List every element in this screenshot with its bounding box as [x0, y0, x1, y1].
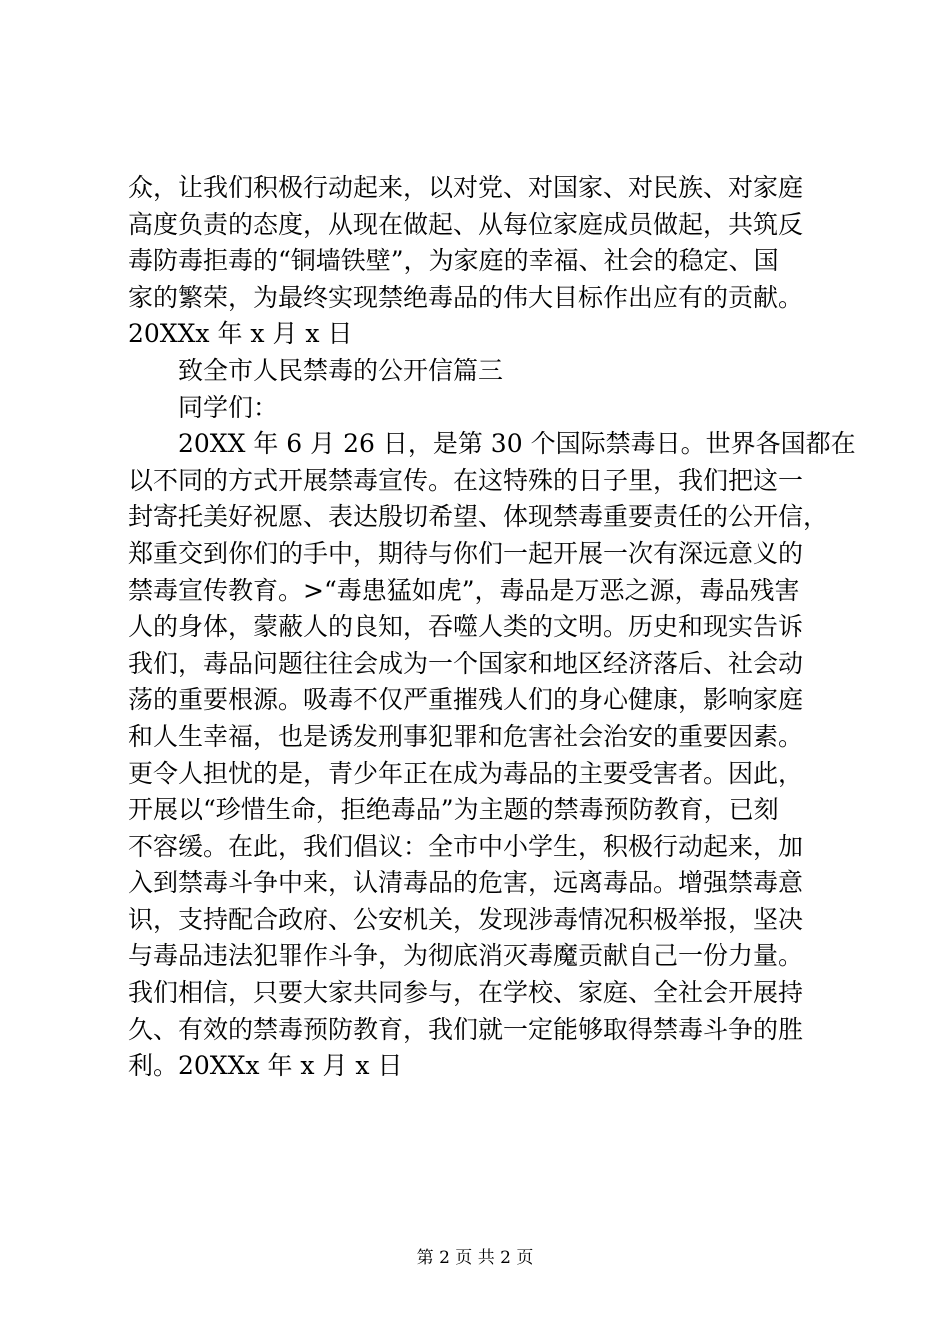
- paragraph-line: 荡的重要根源。吸毒不仅严重摧残人们的身心健康，影响家庭: [128, 685, 804, 715]
- paragraph-line: 人的身体，蒙蔽人的良知，吞噬人类的文明。历史和现实告诉: [128, 612, 804, 642]
- page-number: 第 2 页 共 2 页: [416, 1248, 534, 1268]
- paragraph-line: 以不同的方式开展禁毒宣传。在这特殊的日子里，我们把这一: [128, 465, 804, 495]
- paragraph-line: 封寄托美好祝愿、表达殷切希望、体现禁毒重要责任的公开信，: [128, 502, 829, 532]
- section-title: 致全市人民禁毒的公开信篇三: [178, 355, 504, 385]
- paragraph-line: 我们相信，只要大家共同参与，在学校、家庭、全社会开展持: [128, 978, 804, 1008]
- date-line: 20XXx 年 x 月 x 日: [128, 319, 353, 349]
- text-line: 毒防毒拒毒的“铜墙铁壁”，为家庭的幸福、社会的稳定、国: [128, 246, 779, 276]
- text-line: 家的繁荣，为最终实现禁绝毒品的伟大目标作出应有的贡献。: [128, 282, 804, 312]
- page-footer: [0, 1246, 950, 1270]
- paragraph-line: 与毒品违法犯罪作斗争，为彻底消灭毒魔贡献自己一份力量。: [128, 941, 804, 971]
- paragraph-line: 更令人担忧的是，青少年正在成为毒品的主要受害者。因此，: [128, 758, 804, 788]
- paragraph-line: 开展以“珍惜生命，拒绝毒品”为主题的禁毒预防教育，已刻: [128, 795, 779, 825]
- text-line: 众，让我们积极行动起来，以对党、对国家、对民族、对家庭: [128, 173, 804, 202]
- salutation: 同学们：: [178, 392, 279, 422]
- paragraph-line: 和人生幸福，也是诱发刑事犯罪和危害社会治安的重要因素。: [128, 721, 804, 751]
- paragraph-line: 我们，毒品问题往往会成为一个国家和地区经济落后、社会动: [128, 648, 804, 678]
- paragraph-line: 20XX 年 6 月 26 日，是第 30 个国际禁毒日。世界各国都在: [178, 429, 856, 459]
- paragraph-line: 禁毒宣传教育。>“毒患猛如虎”，毒品是万恶之源，毒品残害: [128, 575, 800, 605]
- document-body: [128, 170, 856, 1085]
- paragraph-line: 久、有效的禁毒预防教育，我们就一定能够取得禁毒斗争的胜: [128, 1014, 804, 1044]
- paragraph-line: 识，支持配合政府、公安机关，发现涉毒情况积极举报，坚决: [128, 904, 804, 934]
- text-line: 高度负责的态度，从现在做起、从每位家庭成员做起，共筑反: [128, 209, 804, 239]
- paragraph-line: 郑重交到你们的手中，期待与你们一起开展一次有深远意义的: [128, 538, 804, 568]
- paragraph-line: 入到禁毒斗争中来，认清毒品的危害，远离毒品。增强禁毒意: [128, 868, 804, 898]
- paragraph-line: 利。20XXx 年 x 月 x 日: [128, 1051, 403, 1081]
- paragraph-line: 不容缓。在此，我们倡议：全市中小学生，积极行动起来，加: [128, 831, 804, 861]
